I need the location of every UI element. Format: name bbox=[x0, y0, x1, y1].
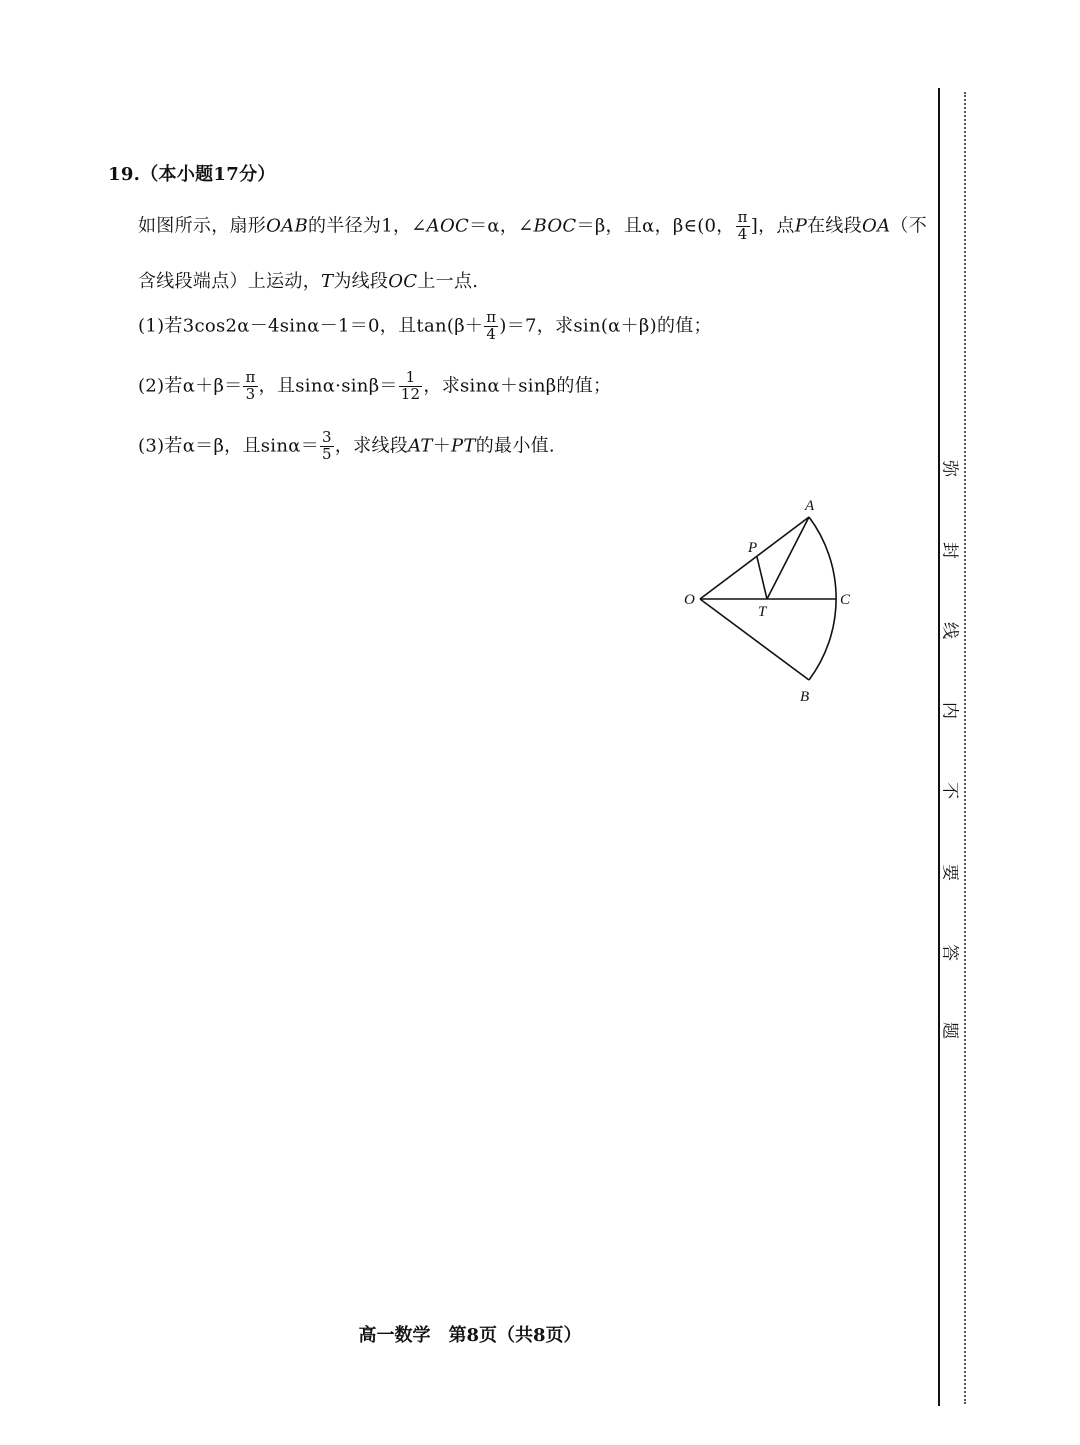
part-text: ，求sinα＋sinβ的值； bbox=[423, 375, 612, 397]
angle-aoc: AOC bbox=[426, 215, 470, 237]
intro-text: 的半径为1，∠ bbox=[308, 215, 427, 237]
point-p: P bbox=[794, 215, 808, 237]
seal-char: 答 bbox=[939, 944, 960, 961]
seal-char: 封 bbox=[939, 542, 960, 559]
sector-name: OAB bbox=[266, 215, 308, 237]
question-intro-line1 bbox=[138, 210, 927, 243]
question-part-1 bbox=[138, 310, 712, 343]
label-b: B bbox=[800, 689, 810, 705]
part-text: 的最小值. bbox=[475, 435, 555, 457]
part-text: (2)若α＋β＝ bbox=[138, 375, 243, 397]
seal-char: 线 bbox=[939, 622, 960, 639]
fraction-numerator: 3 bbox=[322, 428, 332, 446]
intro-text: ＝β，且α，β∈(0， bbox=[576, 215, 735, 237]
fraction-pi-over-3 bbox=[243, 370, 257, 403]
segment-ob-line bbox=[700, 599, 809, 680]
fraction-numerator: π bbox=[245, 368, 256, 386]
part-text: ，且sinα·sinβ＝ bbox=[258, 375, 398, 397]
segment-at-line bbox=[767, 517, 809, 599]
fraction-pi-over-4 bbox=[736, 210, 750, 243]
seal-char: 要 bbox=[939, 864, 960, 881]
part-text: )＝7，求sin(α＋β)的值； bbox=[499, 315, 712, 337]
fraction-denominator: 3 bbox=[245, 384, 256, 403]
intro-text: 为线段 bbox=[333, 271, 389, 292]
fraction-denominator: 4 bbox=[737, 224, 748, 243]
question-part-3 bbox=[138, 430, 555, 463]
segment-pt-line bbox=[757, 557, 767, 599]
part-text: (3)若α＝β，且sinα＝ bbox=[138, 435, 320, 457]
fraction-numerator: π bbox=[486, 308, 497, 326]
fraction-pi-over-4 bbox=[484, 310, 498, 343]
fraction-3-over-5 bbox=[320, 430, 334, 463]
fraction-denominator: 5 bbox=[322, 444, 332, 463]
part-text: (1)若3cos2α－4sinα－1＝0，且tan(β＋ bbox=[138, 315, 484, 337]
page-footer: 高一数学 第8页（共8页） bbox=[358, 1325, 582, 1346]
seal-char: 内 bbox=[939, 702, 960, 719]
seal-char: 不 bbox=[939, 782, 960, 799]
intro-text: （不 bbox=[890, 215, 927, 237]
seal-dotted-line bbox=[964, 92, 966, 1404]
label-a: A bbox=[805, 498, 815, 514]
segment-pt: PT bbox=[451, 435, 476, 457]
segment-oc: OC bbox=[388, 271, 418, 292]
seal-char: 题 bbox=[939, 1022, 960, 1039]
seal-char: 弥 bbox=[939, 460, 960, 477]
point-t: T bbox=[321, 271, 334, 292]
fraction-numerator: π bbox=[737, 208, 748, 226]
label-t: T bbox=[758, 604, 767, 620]
fraction-numerator: 1 bbox=[399, 370, 423, 387]
intro-text: 在线段 bbox=[807, 215, 863, 237]
segment-oa-line bbox=[700, 517, 809, 599]
question-intro-line2 bbox=[138, 267, 478, 293]
segment-at: AT bbox=[408, 435, 433, 457]
question-header: 19.（本小题17分） bbox=[108, 164, 276, 185]
intro-text: 如图所示，扇形 bbox=[138, 215, 267, 237]
fraction-denominator: 12 bbox=[400, 384, 421, 403]
part-text: ＋ bbox=[432, 435, 451, 457]
intro-text: 上一点. bbox=[417, 271, 479, 292]
intro-text: ＝α，∠ bbox=[469, 215, 534, 237]
label-o: O bbox=[684, 592, 695, 608]
label-p: P bbox=[748, 540, 758, 556]
segment-oa: OA bbox=[862, 215, 891, 237]
part-text: ，求线段 bbox=[334, 435, 409, 457]
seal-line bbox=[938, 88, 940, 1406]
fraction-denominator: 4 bbox=[486, 324, 497, 343]
question-part-2 bbox=[138, 370, 611, 403]
intro-text: ]，点 bbox=[750, 215, 795, 237]
label-c: C bbox=[840, 592, 851, 608]
sector-diagram bbox=[672, 490, 872, 710]
angle-boc: BOC bbox=[533, 215, 577, 237]
fraction-1-over-12 bbox=[399, 370, 423, 403]
intro-text: 含线段端点）上运动， bbox=[138, 271, 321, 292]
